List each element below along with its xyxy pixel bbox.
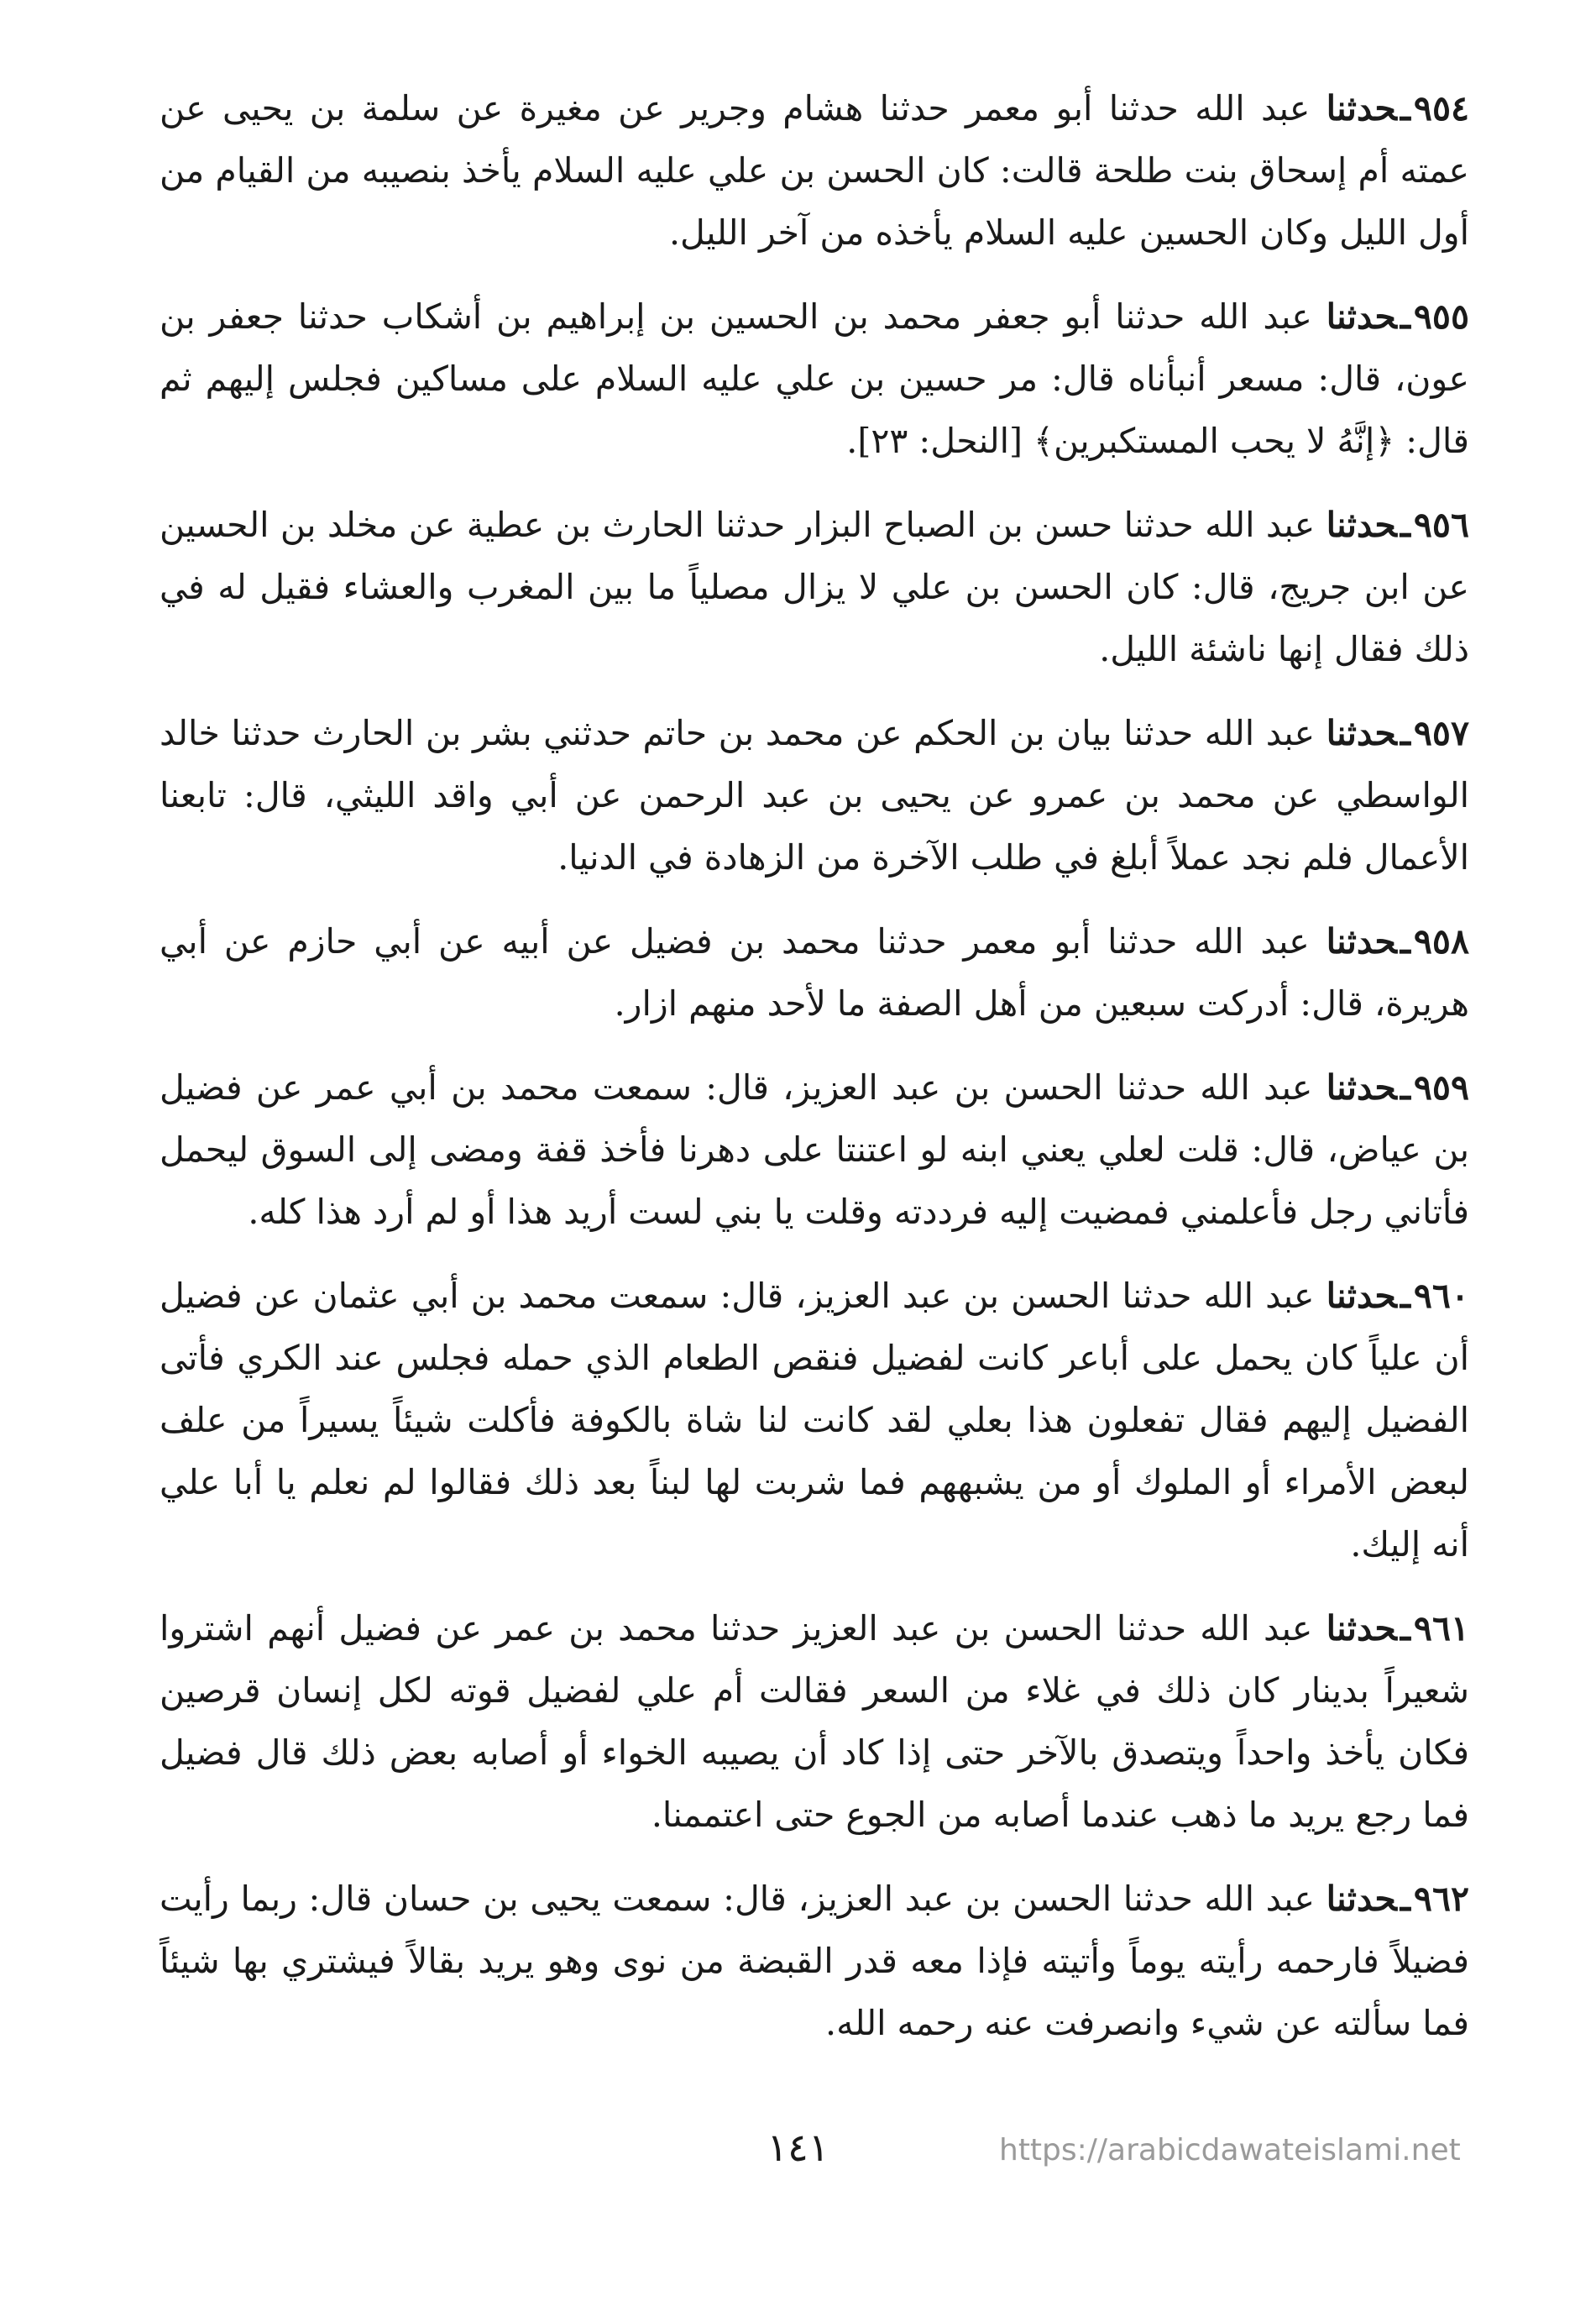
entry-number: ٩٥٩ [1413,1067,1469,1108]
entry-number: ٩٦٢ [1413,1879,1469,1919]
hadith-entry [160,494,1469,680]
hadith-entry [160,1265,1469,1575]
hadith-entry [160,1868,1469,2054]
hadith-entry [160,702,1469,888]
entry-number: ٩٥٨ [1413,921,1469,962]
entry-number: ٩٦٠ [1413,1276,1469,1316]
entry-heading: حدثنا [1326,1608,1397,1648]
watermark-url: https://arabicdawateislami.net [999,2133,1461,2167]
entry-heading: حدثنا [1326,505,1397,545]
entry-heading: حدثنا [1326,921,1397,962]
entry-dash: ـ [1400,921,1410,962]
entry-heading: حدثنا [1326,713,1397,753]
entry-text: عبد الله حدثنا أبو معمر حدثنا محمد بن فضيل عن أبيه عن أبي حازم عن أبي هريرة، قال: أدركت سبعين من أهل الصفة ما لأحد منهم ازار. [160,921,1469,1024]
entry-text: عبد الله حدثنا أبو معمر حدثنا هشام وجرير عن مغيرة عن سلمة بن يحيى عن عمته أم إسحاق بنت طلحة قالت: كان الحسن بن علي عليه السلام يأخذ بنصيبه من القيام من أول الليل وكان الحسين عليه السلام يأخذه من آخر الليل. [160,88,1469,253]
entry-dash: ـ [1400,505,1410,545]
hadith-entry [160,1056,1469,1243]
entry-text: عبد الله حدثنا الحسن بن عبد العزيز، قال: سمعت يحيى بن حسان قال: ربما رأيت فضيلاً فارحمه رأيته يوماً وأتيته فإذا معه قدر القبضة من نوى وهو يريد بقالاً فيشتري بها شيئاً فما سألته عن شيء وانصرفت عنه رحمه الله. [160,1879,1469,2043]
entry-number: ٩٦١ [1413,1608,1469,1648]
entry-number: ٩٥٥ [1413,296,1469,337]
entry-heading: حدثنا [1326,1067,1397,1108]
document-body [160,77,1469,2076]
entry-text: عبد الله حدثنا الحسن بن عبد العزيز، قال: سمعت محمد بن أبي عثمان عن فضيل أن علياً كان يحمل على أباعر كانت لفضيل فنقص الطعام الذي حمله فجلس عند الكري فأتى الفضيل إليهم فقال تفعلون هذا بعلي لقد كانت لنا شاة بالكوفة فأكلت شيئاً يسيراً من علف لبعض الأمراء أو الملوك أو من يشبههم فما شربت لها لبناً بعد ذلك فقالوا لم نعلم يا أبا علي أنه إليك. [160,1276,1469,1565]
entry-text: عبد الله حدثنا بيان بن الحكم عن محمد بن حاتم حدثني بشر بن الحارث حدثنا خالد الواسطي عن محمد بن عمرو عن يحيى بن عبد الرحمن عن أبي واقد الليثي، قال: تابعنا الأعمال فلم نجد عملاً أبلغ في طلب الآخرة من الزهادة في الدنيا. [160,713,1469,878]
entry-heading: حدثنا [1326,88,1397,128]
entry-text: عبد الله حدثنا أبو جعفر محمد بن الحسين بن إبراهيم بن أشكاب حدثنا جعفر بن عون، قال: مسعر أنبأناه قال: مر حسين بن علي عليه السلام على مساكين فجلس إليهم ثم قال: ﴿إنَّهُ لا يحب المستكبرين﴾ [النحل: ٢٣]. [160,296,1469,461]
entry-text: عبد الله حدثنا الحسن بن عبد العزيز، قال: سمعت محمد بن أبي عمر عن فضيل بن عياض، قال: قلت لعلي يعني ابنه لو اعتنتا على دهرنا فأخذ قفة ومضى إلى السوق ليحمل فأتاني رجل فأعلمني فمضيت إليه فرددته وقلت يا بني لست أريد هذا أو لم أرد هذا كله. [160,1067,1469,1232]
entry-dash: ـ [1400,1067,1410,1108]
entry-dash: ـ [1400,296,1410,337]
entry-number: ٩٥٦ [1413,505,1469,545]
entry-dash: ـ [1400,1276,1410,1316]
entry-dash: ـ [1400,1608,1410,1648]
hadith-entry [160,1597,1469,1846]
hadith-entry [160,286,1469,472]
entry-number: ٩٥٧ [1413,713,1469,753]
entry-text: عبد الله حدثنا الحسن بن عبد العزيز حدثنا محمد بن عمر عن فضيل أنهم اشتروا شعيراً بدينار كان ذلك في غلاء من السعر فقالت أم علي لفضيل قوته لكل إنسان قرصين فكان يأخذ واحداً ويتصدق بالآخر حتى إذا كاد أن يصيبه الخواء أو أصابه بعض ذلك قال فضيل فما رجع يريد ما ذهب عندما أصابه من الجوع حتى اعتممنا. [160,1608,1469,1835]
entry-heading: حدثنا [1326,296,1397,337]
page-number: ١٤١ [767,2125,829,2170]
entry-heading: حدثنا [1326,1276,1397,1316]
entry-dash: ـ [1400,713,1410,753]
entry-text: عبد الله حدثنا حسن بن الصباح البزار حدثنا الحارث بن عطية عن مخلد بن الحسين عن ابن جريج، قال: كان الحسن بن علي لا يزال مصلياً ما بين المغرب والعشاء فقيل له في ذلك فقال إنها ناشئة الليل. [160,505,1469,669]
hadith-entry [160,910,1469,1035]
entry-dash: ـ [1400,1879,1410,1919]
hadith-entry [160,77,1469,264]
entry-heading: حدثنا [1326,1879,1397,1919]
entry-number: ٩٥٤ [1413,88,1469,128]
entry-dash: ـ [1400,88,1410,128]
